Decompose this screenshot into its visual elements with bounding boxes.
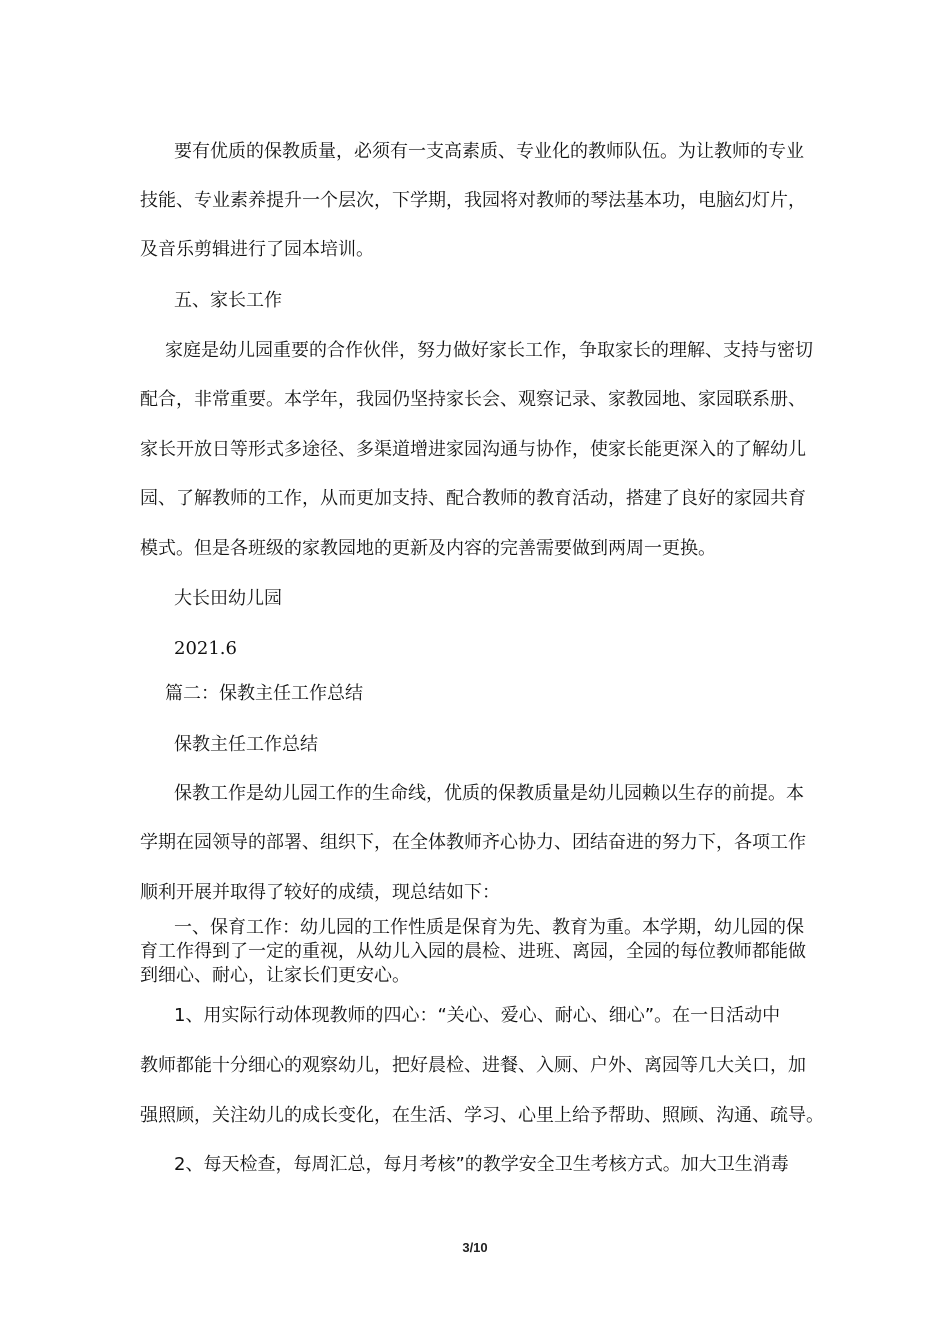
paragraph-line: 育工作得到了一定的重视，从幼儿入园的晨检、进班、离园，全园的每位教师都能做	[140, 941, 806, 962]
paragraph-line: 模式。但是各班级的家教园地的更新及内容的完善需要做到两周一更换。	[140, 538, 716, 559]
paragraph-line: 配合，非常重要。本学年，我园仍坚持家长会、观察记录、家教园地、家园联系册、	[140, 389, 806, 410]
paragraph-line: 学期在园领导的部署、组织下，在全体教师齐心协力、团结奋进的努力下，各项工作	[140, 832, 806, 853]
paragraph-line: 技能、专业素养提升一个层次，下学期，我园将对教师的琴法基本功，电脑幻灯片，	[140, 190, 806, 211]
paragraph-line: 家庭是幼儿园重要的合作伙伴，努力做好家长工作，争取家长的理解、支持与密切	[165, 340, 813, 361]
article-title: 篇二：保教主任工作总结	[165, 683, 363, 704]
paragraph-line: 及音乐剪辑进行了园本培训。	[140, 239, 374, 260]
paragraph-line: 2、每天检查，每周汇总，每月考核”的教学安全卫生考核方式。加大卫生消毒	[174, 1154, 789, 1175]
article-subtitle: 保教主任工作总结	[174, 734, 318, 755]
signature-org: 大长田幼儿园	[174, 588, 282, 609]
paragraph-line: 一、保育工作：幼儿园的工作性质是保育为先、教育为重。本学期，幼儿园的保	[174, 917, 804, 938]
paragraph-line: 保教工作是幼儿园工作的生命线，优质的保教质量是幼儿园赖以生存的前提。本	[174, 783, 804, 804]
paragraph-line: 教师都能十分细心的观察幼儿，把好晨检、进餐、入厕、户外、离园等几大关口，加	[140, 1055, 806, 1076]
section-heading: 五、家长工作	[174, 290, 282, 311]
signature-date: 2021.6	[174, 638, 237, 659]
paragraph-line: 到细心、耐心，让家长们更安心。	[140, 965, 410, 986]
paragraph-line: 强照顾，关注幼儿的成长变化，在生活、学习、心里上给予帮助、照顾、沟通、疏导。	[140, 1105, 824, 1126]
paragraph-line: 要有优质的保教质量，必须有一支高素质、专业化的教师队伍。为让教师的专业	[174, 141, 804, 162]
paragraph-line: 家长开放日等形式多途径、多渠道增进家园沟通与协作，使家长能更深入的了解幼儿	[140, 439, 806, 460]
page-number: 3/10	[462, 1240, 488, 1255]
paragraph-line: 1、用实际行动体现教师的四心：“关心、爱心、耐心、细心”。在一日活动中	[174, 1005, 781, 1026]
paragraph-line: 园、了解教师的工作，从而更加支持、配合教师的教育活动，搭建了良好的家园共育	[140, 488, 806, 509]
paragraph-line: 顺利开展并取得了较好的成绩，现总结如下：	[140, 882, 500, 903]
